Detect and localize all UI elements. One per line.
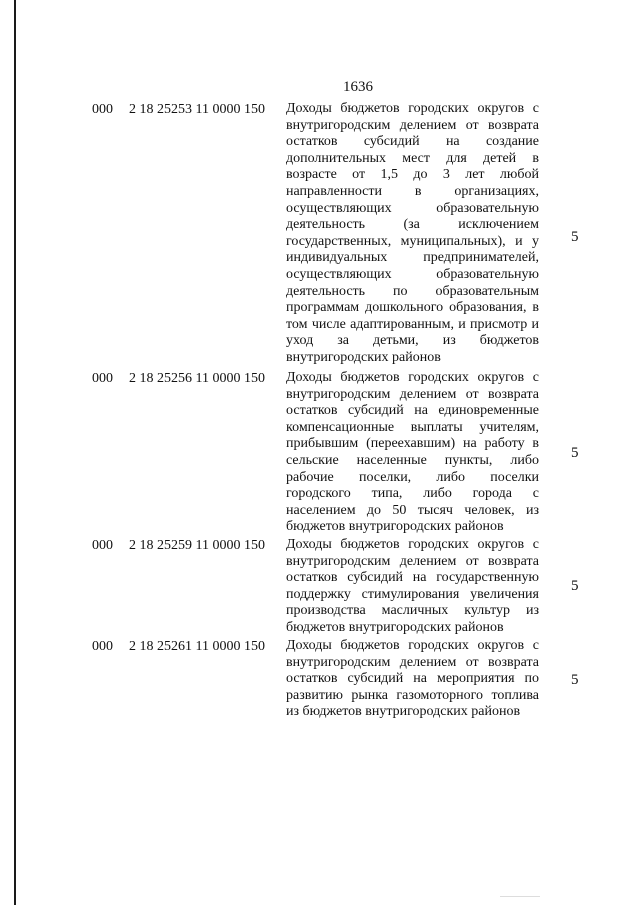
budget-classification-code: 2 18 25259 11 0000 150: [129, 538, 265, 553]
row-value: 5: [571, 229, 579, 245]
admin-code: 000: [92, 639, 113, 654]
admin-code: 000: [92, 102, 113, 117]
footer-mark: [500, 896, 540, 897]
income-description: Доходы бюджетов городских округов с внутригородским делением от возврата остатков субсидий на мероприятия по развитию рынка газомоторного топлива из бюджетов внутригородских районов: [286, 638, 539, 720]
admin-code: 000: [92, 371, 113, 386]
income-description: Доходы бюджетов городских округов с внутригородским делением от возврата остатков субсидий на государственную поддержку стимулирования увеличения производства масличных культур из бюджетов внутригородских районов: [286, 537, 539, 635]
admin-code: 000: [92, 538, 113, 553]
row-value: 5: [571, 672, 579, 688]
budget-classification-code: 2 18 25256 11 0000 150: [129, 371, 265, 386]
income-description: Доходы бюджетов городских округов с внутригородским делением от возврата остатков субсидий на единовременные компенсационные выплаты учителям, прибывшим (переехавшим) на работу в сельские населенные пункты, либо рабочие поселки, либо поселки городского типа, либо города с населением до 50 тысяч человек, из бюджетов внутригородских районов: [286, 370, 539, 535]
budget-classification-code: 2 18 25261 11 0000 150: [129, 639, 265, 654]
row-value: 5: [571, 445, 579, 461]
row-value: 5: [571, 578, 579, 594]
income-description: Доходы бюджетов городских округов с внутригородским делением от возврата остатков субсидий на создание дополнительных мест для детей в возрасте от 1,5 до 3 лет любой направленности в организациях, осуществляющих образовательную деятельность (за исключением государственных, муниципальных), и у индивидуальных предпринимателей, осуществляющих образовательную деятельность по образовательным программам дошкольного образования, в том числе адаптированным, и присмотр и уход за детьми, из бюджетов внутригородских районов: [286, 101, 539, 365]
page-left-edge: [14, 0, 16, 905]
page-number: 1636: [343, 79, 373, 95]
budget-classification-code: 2 18 25253 11 0000 150: [129, 102, 265, 117]
